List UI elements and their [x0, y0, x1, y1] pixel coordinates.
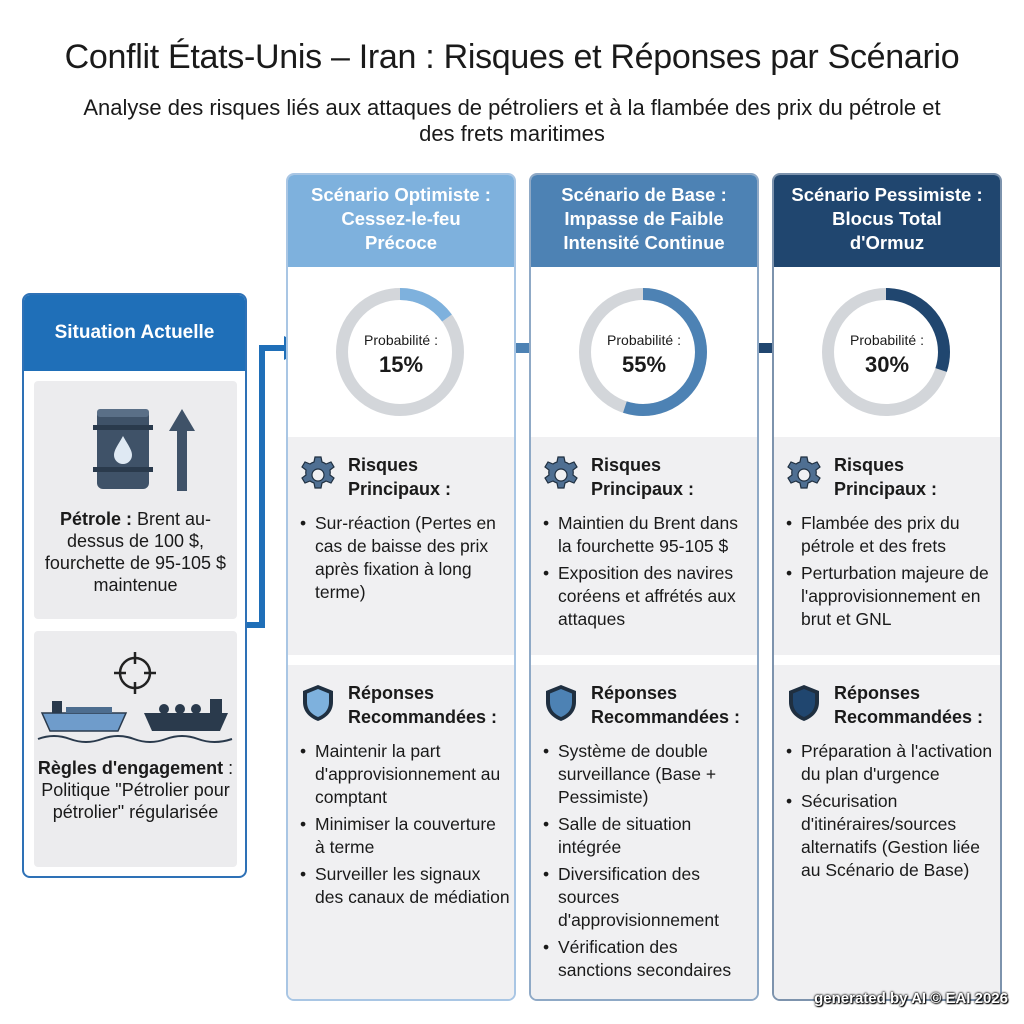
scenario-pessimistic-column: [772, 173, 1002, 1001]
responses-section: [774, 665, 1000, 1001]
scenario-optimistic-column: [286, 173, 516, 1001]
gear-icon: [541, 455, 581, 495]
responses-title: Réponses Recommandées :: [591, 683, 741, 727]
risk-item: • Flambée des prix du pétrole et des frets: [784, 512, 996, 558]
oil-text: Pétrole : Brent au-dessus de 100 $, fourchette de 95-105 $ maintenue: [44, 509, 227, 595]
risks-title: Risques Principaux :: [834, 455, 938, 499]
responses-section: [288, 665, 514, 1001]
response-item: • Salle de situation intégrée: [541, 813, 753, 859]
shield-icon: [784, 683, 824, 723]
oil-tile: [34, 381, 237, 619]
responses-list: [541, 740, 753, 986]
response-item: • Sécurisation d'itinéraires/sources alternatifs (Gestion liée au Scénario de Base): [784, 790, 996, 882]
current-situation-panel: [22, 293, 247, 878]
responses-section: [531, 665, 757, 1001]
scenario-base-column: [529, 173, 759, 1001]
shield-icon: [541, 683, 581, 723]
oil-barrel-icon: [34, 391, 237, 511]
responses-title: Réponses Recommandées :: [834, 683, 984, 727]
responses-list: [298, 740, 510, 913]
risks-list: [298, 512, 510, 608]
probability-label: Probabilité :: [607, 332, 681, 348]
risks-section: [531, 437, 757, 655]
risk-item: • Maintien du Brent dans la fourchette 95-105 $: [541, 512, 753, 558]
risks-list: [541, 512, 753, 635]
page-subtitle: Analyse des risques liés aux attaques de pétroliers et à la flambée des prix du pétrole et des frets maritimes: [83, 95, 941, 146]
page-title: Conflit États-Unis – Iran : Risques et Réponses par Scénario: [64, 38, 960, 76]
responses-list: [784, 740, 996, 886]
scenario-header: Scénario de Base : Impasse de Faible Intensité Continue: [531, 175, 757, 267]
probability-value: 30%: [864, 352, 910, 377]
risks-title: Risques Principaux :: [348, 455, 452, 499]
current-situation-header: Situation Actuelle: [24, 295, 245, 371]
probability-value: 55%: [621, 352, 667, 377]
rules-tile: [34, 631, 237, 867]
risk-item: • Sur-réaction (Pertes en cas de baisse des prix après fixation à long terme): [298, 512, 510, 604]
watermark: generated by AI © EAI 2026: [814, 990, 1008, 1007]
response-item: • Diversification des sources d'approvisionnement: [541, 863, 753, 932]
response-item: • Maintenir la part d'approvisionnement au comptant: [298, 740, 510, 809]
response-item: • Vérification des sanctions secondaires: [541, 936, 753, 982]
gear-icon: [784, 455, 824, 495]
risks-list: [784, 512, 996, 635]
probability-donut-area: [774, 267, 1000, 437]
scenario-header: Scénario Pessimiste : Blocus Total d'Ormuz: [774, 175, 1000, 267]
probability-value: 15%: [378, 352, 424, 377]
gear-icon: [298, 455, 338, 495]
probability-label: Probabilité :: [850, 332, 924, 348]
risk-item: • Exposition des navires coréens et affrétés aux attaques: [541, 562, 753, 631]
scenario-header: Scénario Optimiste : Cessez-le-feu Précoce: [288, 175, 514, 267]
response-item: • Surveiller les signaux des canaux de médiation: [298, 863, 510, 909]
probability-label: Probabilité :: [364, 332, 438, 348]
shield-icon: [298, 683, 338, 723]
probability-donut-area: [531, 267, 757, 437]
connector-current-to-optimistic: [247, 348, 290, 625]
responses-title: Réponses Recommandées :: [348, 683, 498, 727]
risks-section: [288, 437, 514, 655]
response-item: • Système de double surveillance (Base + Pessimiste): [541, 740, 753, 809]
tankers-target-icon: [34, 639, 237, 759]
risk-item: • Perturbation majeure de l'approvisionnement en brut et GNL: [784, 562, 996, 631]
probability-donut-area: [288, 267, 514, 437]
risks-section: [774, 437, 1000, 655]
response-item: • Minimiser la couverture à terme: [298, 813, 510, 859]
risks-title: Risques Principaux :: [591, 455, 695, 499]
rules-text: Règles d'engagement : Politique "Pétrolier pour pétrolier" régularisée: [37, 758, 234, 822]
response-item: • Préparation à l'activation du plan d'urgence: [784, 740, 996, 786]
